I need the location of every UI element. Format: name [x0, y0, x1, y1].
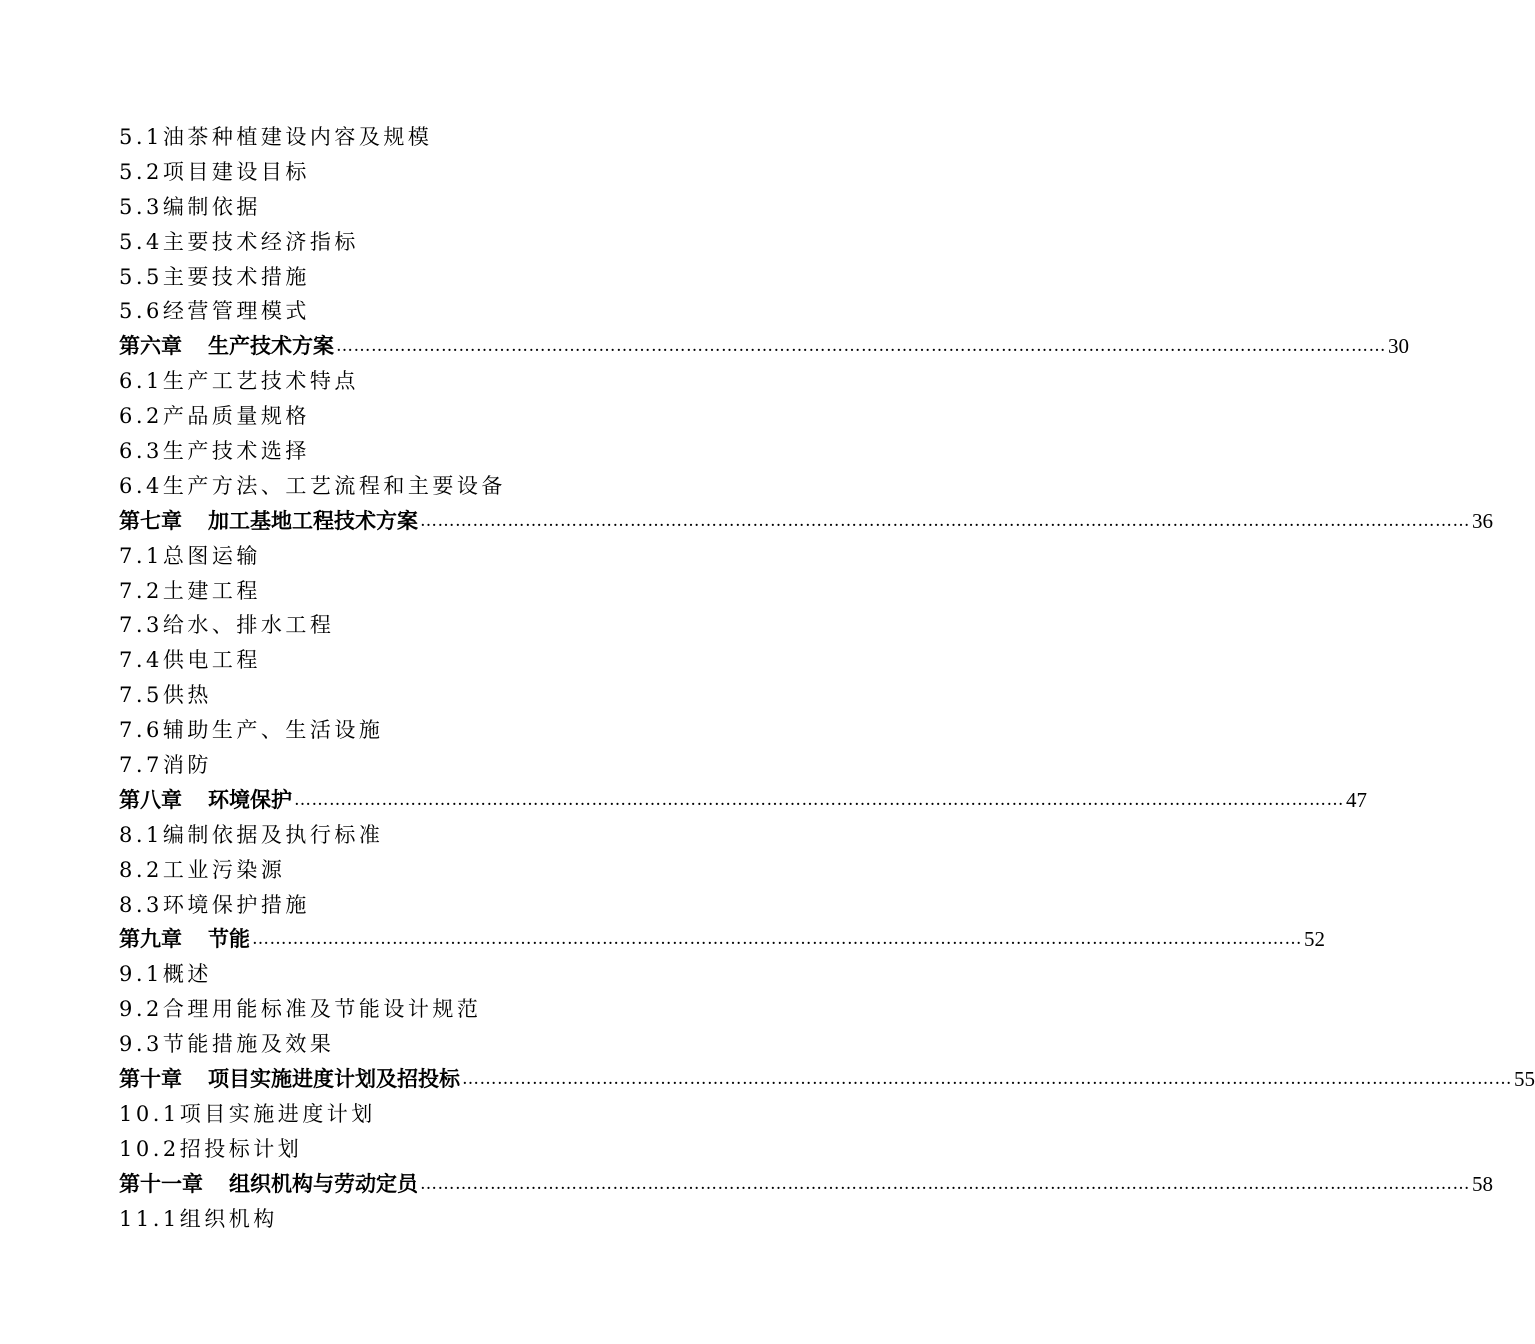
toc-section-entry[interactable]: [119, 469, 832, 504]
section-title: 7.4供电工程: [119, 648, 261, 673]
toc-section-entry[interactable]: [119, 225, 832, 260]
toc-section-entry[interactable]: [119, 294, 832, 329]
page-number: 47: [1346, 787, 1367, 812]
chapter-title: 生产技术方案: [208, 334, 334, 359]
toc-section-entry[interactable]: [119, 608, 832, 643]
chapter-number: 第九章: [119, 927, 182, 952]
toc-section-entry[interactable]: [119, 190, 832, 225]
section-title: 9.2合理用能标准及节能设计规范: [119, 997, 482, 1022]
section-title: 10.2招投标计划: [119, 1136, 303, 1161]
toc-section-entry[interactable]: [119, 957, 832, 992]
toc-chapter-entry[interactable]: [119, 783, 1367, 818]
toc-section-entry[interactable]: [119, 399, 832, 434]
dot-leader: ………………………………………………………………………………………………………………………………………………………………: [462, 1069, 1512, 1090]
section-title: 5.5主要技术措施: [119, 264, 310, 289]
section-title: 6.1生产工艺技术特点: [119, 369, 359, 394]
section-title: 8.3环境保护措施: [119, 892, 310, 917]
section-title: 5.2项目建设目标: [119, 159, 310, 184]
toc-chapter-entry[interactable]: [119, 1062, 1535, 1097]
chapter-number: 第六章: [119, 334, 182, 359]
chapter-number: 第八章: [119, 787, 182, 812]
toc-section-entry[interactable]: [119, 434, 832, 469]
section-title: 6.4生产方法、工艺流程和主要设备: [119, 473, 506, 498]
dot-leader: ………………………………………………………………………………………………………………………………………………………………: [420, 510, 1470, 531]
table-of-contents: [119, 120, 1535, 1237]
section-title: 11.1组织机构: [119, 1206, 278, 1231]
dot-leader: ………………………………………………………………………………………………………………………………………………………………: [336, 336, 1386, 357]
page-number: 36: [1472, 508, 1493, 533]
toc-section-entry[interactable]: [119, 364, 832, 399]
section-title: 5.3编制依据: [119, 194, 261, 219]
section-title: 10.1项目实施进度计划: [119, 1101, 376, 1126]
page-number: 52: [1304, 927, 1325, 952]
toc-section-entry[interactable]: [119, 155, 832, 190]
section-title: 6.3生产技术选择: [119, 439, 310, 464]
chapter-title: 加工基地工程技术方案: [208, 508, 418, 533]
page-number: 30: [1388, 334, 1409, 359]
dot-leader: ………………………………………………………………………………………………………………………………………………………………: [252, 929, 1302, 950]
section-title: 5.6经营管理模式: [119, 299, 310, 324]
section-title: 8.2工业污染源: [119, 857, 286, 882]
toc-section-entry[interactable]: [119, 539, 832, 574]
toc-section-entry[interactable]: [119, 713, 832, 748]
section-title: 7.1总图运输: [119, 543, 261, 568]
chapter-title: 环境保护: [208, 787, 292, 812]
toc-section-entry[interactable]: [119, 120, 832, 155]
page-number: 55: [1514, 1067, 1535, 1092]
chapter-number: 第十一章: [119, 1171, 203, 1196]
section-title: 6.2产品质量规格: [119, 404, 310, 429]
chapter-number: 第七章: [119, 508, 182, 533]
toc-section-entry[interactable]: [119, 678, 832, 713]
section-title: 9.1概述: [119, 962, 212, 987]
toc-chapter-entry[interactable]: [119, 922, 1325, 957]
toc-section-entry[interactable]: [119, 1027, 832, 1062]
section-title: 5.1油茶种植建设内容及规模: [119, 125, 433, 149]
toc-section-entry[interactable]: [119, 1202, 832, 1237]
toc-section-entry[interactable]: [119, 748, 832, 783]
section-title: 7.7消防: [119, 753, 212, 778]
toc-section-entry[interactable]: [119, 888, 832, 923]
toc-section-entry[interactable]: [119, 574, 832, 609]
page-number: 58: [1472, 1171, 1493, 1196]
section-title: 7.3给水、排水工程: [119, 613, 335, 638]
toc-section-entry[interactable]: [119, 1097, 832, 1132]
section-title: 5.4主要技术经济指标: [119, 229, 359, 254]
chapter-number: 第十章: [119, 1067, 182, 1092]
dot-leader: ………………………………………………………………………………………………………………………………………………………………: [294, 789, 1344, 810]
toc-section-entry[interactable]: [119, 853, 832, 888]
toc-chapter-entry[interactable]: [119, 1167, 1493, 1202]
section-title: 7.6辅助生产、生活设施: [119, 718, 384, 743]
section-title: 7.5供热: [119, 683, 212, 708]
chapter-title: 节能: [208, 927, 250, 952]
toc-section-entry[interactable]: [119, 818, 832, 853]
toc-chapter-entry[interactable]: [119, 329, 1409, 364]
toc-section-entry[interactable]: [119, 1132, 832, 1167]
toc-chapter-entry[interactable]: [119, 504, 1493, 539]
section-title: 9.3节能措施及效果: [119, 1032, 335, 1057]
toc-section-entry[interactable]: [119, 992, 832, 1027]
chapter-title: 项目实施进度计划及招投标: [208, 1067, 460, 1092]
toc-section-entry[interactable]: [119, 260, 832, 295]
dot-leader: ………………………………………………………………………………………………………………………………………………………………: [420, 1173, 1470, 1194]
chapter-title: 组织机构与劳动定员: [229, 1171, 418, 1196]
section-title: 8.1编制依据及执行标准: [119, 822, 384, 847]
section-title: 7.2土建工程: [119, 578, 261, 603]
toc-section-entry[interactable]: [119, 643, 832, 678]
